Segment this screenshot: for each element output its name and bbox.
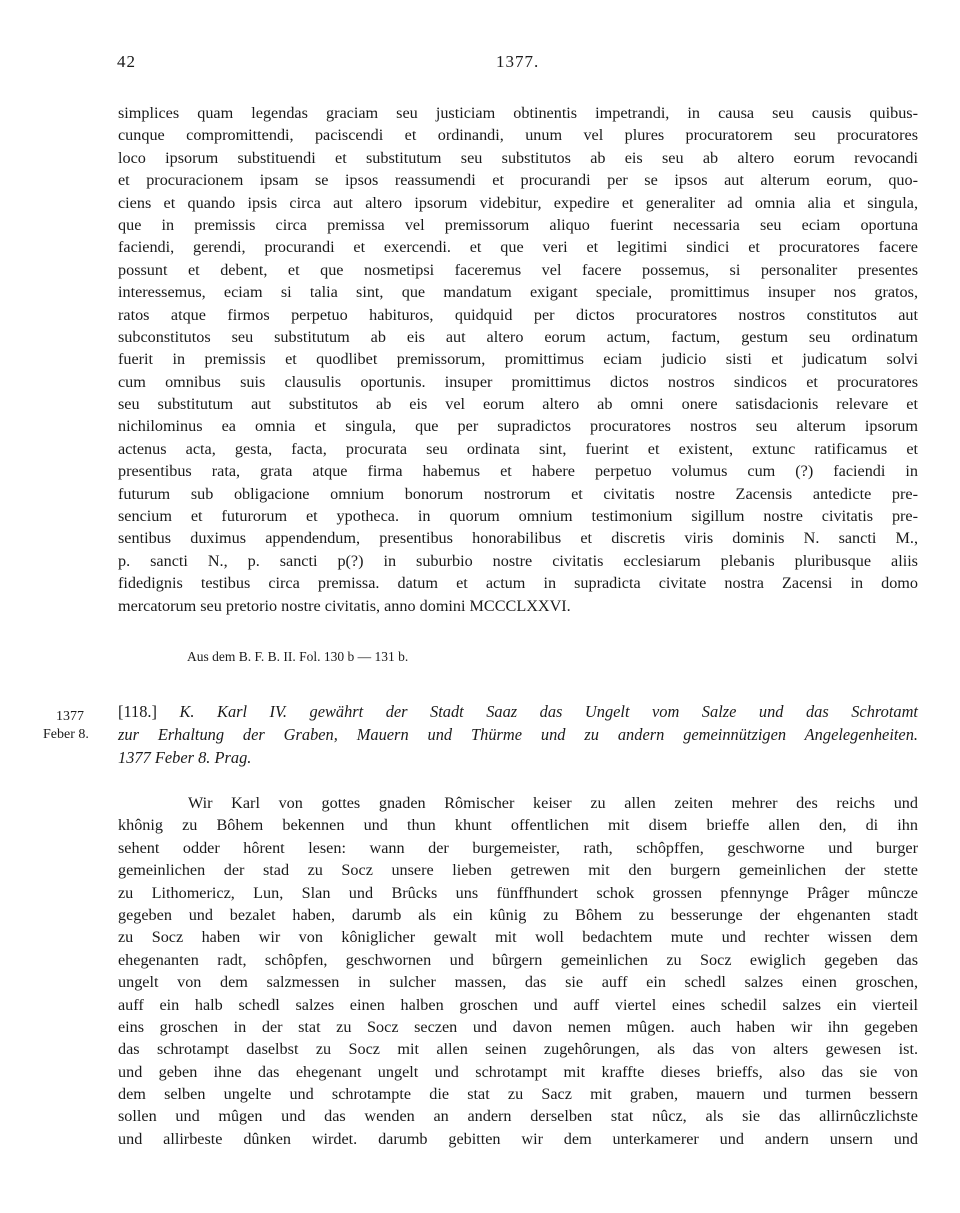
text-line: mercatorum seu pretorio nostre civitatis, anno domini MCCCLXXVI.: [118, 596, 571, 615]
regest-date: 1377 Feber 8. Prag.: [118, 748, 252, 767]
text-line: sollen und mûgen und das wenden an andern derselben stat nûcz, als sie das allirnûczlichste: [118, 1107, 918, 1126]
text-line: ciens et quando ipsis circa aut altero ipsorum videbitur, expedire et generaliter ad omnia alia et singula,: [118, 193, 918, 212]
text-line: khônig zu Bôhem bekennen und thun khunt offentlichen mit disem brieffe allen den, di ihn: [118, 816, 918, 835]
charter-number: [118.]: [118, 702, 157, 721]
text-line: subconstitutos seu substitutum ab eis aut altero eorum actum, factum, gestum seu ordinatum: [118, 327, 918, 346]
running-head-year: 1377.: [496, 52, 540, 71]
text-line: nichilominus ea omnia et singula, que per supradictos procuratores nostros seu alterum ipsorum: [118, 417, 918, 436]
charter-118-text: [118, 792, 918, 1150]
text-line: seu substitutum aut substitutos ab eis vel eorum altero ab omni onere satisdacionis relevare et: [118, 395, 918, 414]
text-line: et procuracionem ipsam se ipsos reassumendi et procurandi per se ipsos aut alterum eorum, quo-: [118, 171, 918, 190]
page-header: [0, 52, 960, 80]
text-line: auff ein halb schedl salzes einen halben groschen und auff viertel eines schedil salzes ein vierteil: [118, 995, 918, 1014]
text-line: futurum sub obligacione omnium bonorum nostrorum et civitatis nostre Zacensis antedicte pre-: [118, 484, 918, 503]
text-line: sencium et futurorum et ypotheca. in quorum omnium testimonium sigillum nostre civitatis pre-: [118, 507, 918, 526]
text-line: Wir Karl von gottes gnaden Rômischer keiser zu allen zeiten mehrer des reichs und: [188, 794, 918, 812]
text-line: das schrotampt daselbst zu Socz mit allen seinen zugehôrungen, als das von alters gewesen ist.: [118, 1040, 918, 1059]
text-line: gegeben und bezalet haben, darumb als ein kûnig zu Bôhem zu besserunge der ehgenanten stadt: [118, 905, 918, 924]
text-line: ungelt von dem salzmessen in sulcher massen, das sie auff ein schedl salzes einen groschen,: [118, 973, 918, 992]
text-line: interessemus, eciam si talia sint, que mandatum exigant speciale, promittimus insuper nos gratos,: [118, 283, 918, 302]
regest-line: [118, 700, 918, 723]
text-line: actenus acta, gesta, facta, procurata seu ordinata sint, fuerint et existent, extunc ratificamus et: [118, 439, 918, 458]
text-line: sentibus duximus appendendum, presentibus honorabilibus et discretis viris dominis N. sancti M.,: [118, 529, 918, 548]
text-line: sehent odder hôrent lesen: wann der burgemeister, rath, schôpffen, geschworne und burger: [118, 838, 918, 857]
regest-line-2: zur Erhaltung der Graben, Mauern und Thürme und zu andern gemeinnützigen Angelegenheiten.: [118, 725, 918, 744]
text-line: eins groschen in der stat zu Socz seczen und davon nemen mûgen. auch haben wir ihn gegeben: [118, 1017, 918, 1036]
text-line: fuerit in premissis et quodlibet premissorum, promittimus eciam judicio sisti et judicatum solvi: [118, 350, 918, 369]
text-line: ehegenanten radt, schôpfen, geschwornen und bûrgern gemeinlichen zu Socz ewiglich gegeben das: [118, 950, 918, 969]
text-line: presentibus rata, grata atque firma habemus et habere perpetuo volumus cum (?) faciendi in: [118, 462, 918, 481]
margin-date: Feber 8.: [43, 727, 89, 742]
text-line: p. sancti N., p. sancti p(?) in suburbio nostre civitatis ecclesiarum plebanis pluribusque aliis: [118, 551, 918, 570]
regest-line-1: K. Karl IV. gewährt der Stadt Saaz das Ungelt vom Salze und das Schrotamt: [179, 702, 918, 721]
text-line: und allirbeste dûnken wirdet. darumb gebitten wir dem unterkamerer und andern unsern und: [118, 1129, 918, 1148]
text-line: gemeinlichen der stad zu Socz unsere lieben getrewen mit den burgern gemeinlichen der stette: [118, 861, 918, 880]
text-line: que in premissis circa premissa vel premissorum aliquo fuerint necessaria seu eciam oportuna: [118, 215, 918, 234]
page-number: 42: [117, 52, 136, 71]
text-line: dem selben ungelte und schrotampte die stat zu Sacz mit graben, mauern und turmen bessern: [118, 1085, 918, 1104]
text-line: ratos atque firmos perpetuo habituros, quidquid per dictos procuratores nostros constitutos aut: [118, 305, 918, 324]
text-line: cunque compromittendi, paciscendi et ordinandi, unum vel plures procuratorem seu procuratores: [118, 126, 918, 145]
text-line: zu Socz haben wir von kôniglicher gewalt mit woll bedachtem mute und rechter wissen dem: [118, 928, 918, 947]
margin-year: 1377: [56, 709, 84, 724]
text-line: zu Lithomericz, Lun, Slan und Brûcks uns fünffhundert schok grossen pfennynge Prâger mûncze: [118, 883, 918, 902]
text-line: fidedignis testibus circa premissa. datum et actum in supradicta civitate nostra Zacensi in domo: [118, 574, 918, 593]
text-line: loco ipsorum substituendi et substitutum seu substitutos ab eis seu ab altero eorum revocandi: [118, 148, 918, 167]
text-line: faciendi, gerendi, procurandi et exercendi. et que veri et legitimi sindici et procuratores facere: [118, 238, 918, 257]
text-line: cum omnibus suis clausulis oportunis. insuper promittimus dictos nostros sindicos et procuratores: [118, 372, 918, 391]
source-note: Aus dem B. F. B. II. Fol. 130 b — 131 b.: [187, 649, 409, 664]
text-line: simplices quam legendas graciam seu justiciam obtinentis impetrandi, in causa seu causis quibus-: [118, 104, 918, 122]
text-line: und geben ihne das ehegenant ungelt und schrotampt mit kraffte dieses brieffs, also das sie von: [118, 1062, 918, 1081]
charter-regest: [118, 700, 918, 769]
text-line: possunt et debent, et que nosmetipsi faceremus vel facere possemus, si personaliter presentes: [118, 260, 918, 279]
previous-charter-text: [118, 102, 918, 617]
